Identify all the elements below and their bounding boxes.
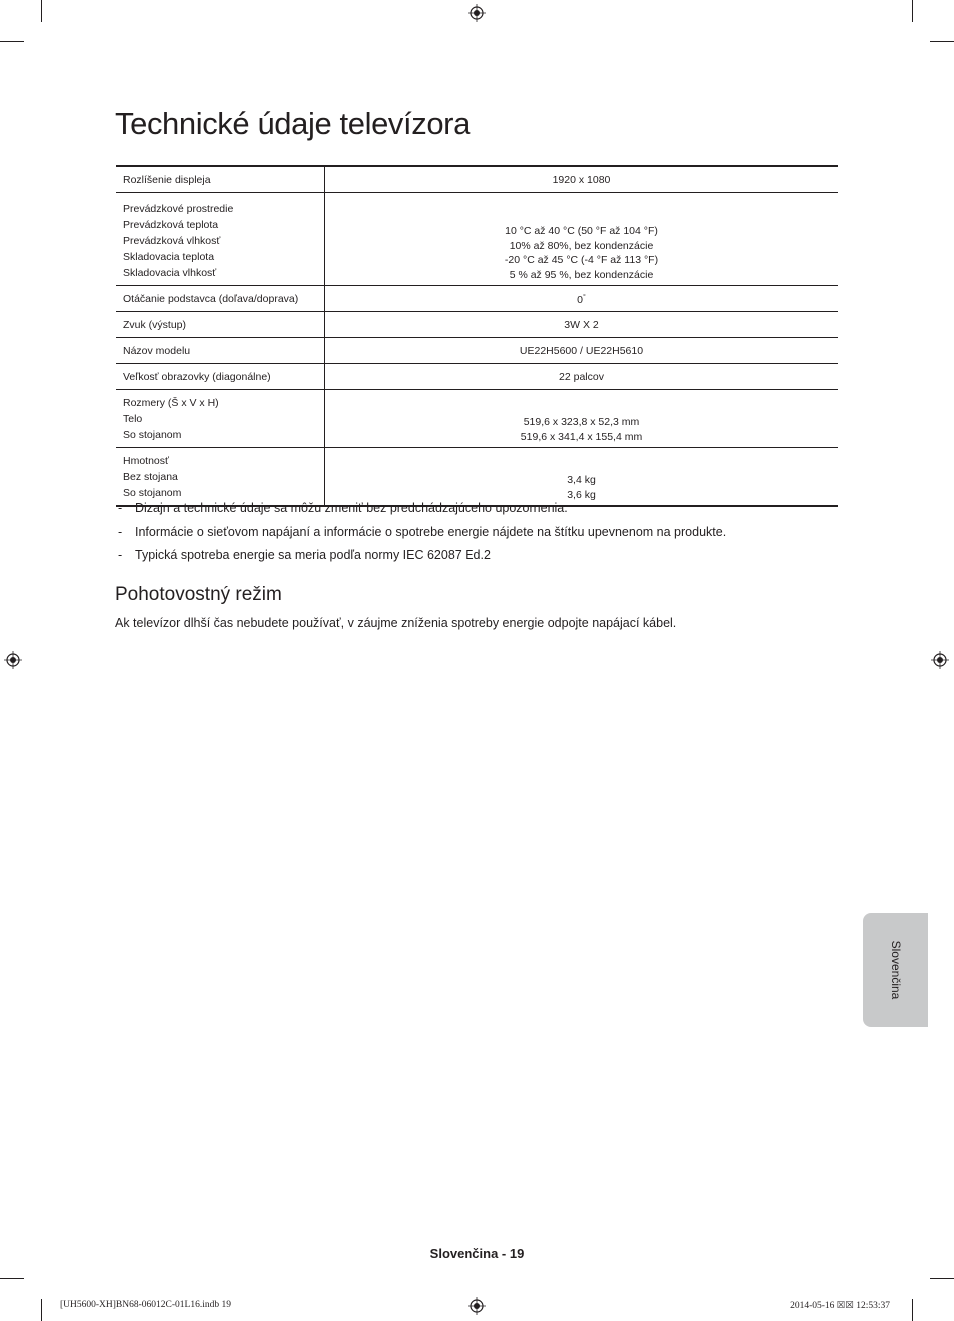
spec-value-line: UE22H5600 / UE22H5610 (519, 345, 644, 357)
language-tab-label: Slovenčina (888, 940, 903, 1000)
page-number: Slovenčina - 19 (429, 1246, 525, 1261)
page-title: Technické údaje televízora (115, 106, 470, 141)
spec-notes (116, 498, 726, 569)
crop-mark (912, 0, 913, 22)
spec-label-line: Rozlíšenie displeja (123, 174, 211, 186)
table-row (116, 286, 838, 312)
spec-value (325, 286, 839, 312)
spec-label-line: Otáčanie podstavca (doľava/doprava) (123, 293, 299, 305)
spec-label-line: Skladovacia teplota (123, 251, 215, 263)
spec-value (325, 390, 839, 448)
section-heading: Pohotovostný režim (115, 584, 282, 605)
spec-value-line (329, 290, 834, 308)
table-row (116, 193, 838, 286)
rotation-value: 0 (577, 294, 584, 306)
bullet-dash: - (118, 501, 123, 515)
note-text: Typická spotreba energie sa meria podľa normy IEC 62087 Ed.2 (135, 548, 491, 562)
spec-value-line: 3,6 kg (567, 488, 596, 501)
spec-label-line: Skladovacia vlhkosť (123, 267, 217, 279)
language-tab (863, 913, 928, 1027)
spec-value (325, 193, 839, 286)
spec-value (325, 364, 839, 390)
spec-label-line: Zvuk (výstup) (123, 319, 187, 331)
spec-value (325, 312, 839, 338)
spec-value (325, 338, 839, 364)
spec-value-line: 519,6 x 341,4 x 155,4 mm (520, 430, 643, 443)
spec-value-line: 3W X 2 (564, 319, 599, 331)
spec-label (116, 390, 325, 448)
spec-label-line: So stojanom (123, 487, 182, 499)
spec-label (116, 312, 325, 338)
spec-label-line: Rozmery (Š x V x H) (123, 397, 219, 409)
list-item (116, 545, 726, 569)
registration-mark-icon (4, 651, 22, 669)
section-body: Ak televízor dlhší čas nebudete používať, v záujme zníženia spotreby energie odpojte napájací kábel. (115, 616, 677, 630)
spec-label-line: Telo (123, 413, 143, 425)
crop-mark (930, 41, 954, 42)
spec-label (116, 364, 325, 390)
spec-label-line: Prevádzkové prostredie (123, 203, 234, 215)
spec-value-line: 10% až 80%, bez kondenzácie (509, 239, 654, 252)
spec-table (116, 165, 838, 507)
crop-mark (0, 1278, 24, 1279)
spec-value-line: 1920 x 1080 (552, 174, 611, 186)
spec-label-line: Hmotnosť (123, 455, 169, 467)
spec-label-line: So stojanom (123, 429, 182, 441)
registration-mark-icon (468, 1297, 486, 1315)
print-slug-left: [UH5600-XH]BN68-06012C-01L16.indb 19 (60, 1300, 231, 1310)
print-slug-right: 2014-05-16 ☒☒ 12:53:37 (790, 1301, 890, 1311)
spec-label-line: Prevádzková vlhkosť (123, 235, 221, 247)
table-row (116, 338, 838, 364)
note-text: Informácie o sieťovom napájaní a informácie o spotrebe energie nájdete na štítku upevnenom na produkte. (135, 524, 727, 539)
bullet-dash: - (118, 524, 123, 539)
spec-value-line: 3,4 kg (567, 474, 596, 486)
spec-value-line: 519,6 x 323,8 x 52,3 mm (523, 416, 640, 428)
spec-value-line: -20 °C až 45 °C (-4 °F až 113 °F) (504, 254, 659, 266)
spec-label-line: Prevádzková teplota (123, 219, 219, 231)
spec-label (116, 338, 325, 364)
crop-mark (0, 41, 24, 42)
bullet-dash: - (118, 548, 123, 562)
spec-label (116, 286, 325, 312)
spec-value-line: 5 % až 95 %, bez kondenzácie (509, 268, 654, 281)
table-row (116, 364, 838, 390)
list-item (116, 522, 726, 546)
spec-value-line: 10 °C až 40 °C (50 °F až 104 °F) (505, 225, 658, 237)
spec-label (116, 166, 325, 193)
spec-label-line: Bez stojana (123, 471, 178, 483)
degree-sign: ° (583, 294, 586, 301)
spec-label-line: Veľkosť obrazovky (diagonálne) (123, 371, 271, 383)
spec-label-line: Názov modelu (123, 345, 191, 357)
table-row (116, 166, 838, 193)
crop-mark (41, 0, 42, 22)
table-row (116, 390, 838, 448)
registration-mark-icon (931, 651, 949, 669)
registration-mark-icon (468, 4, 486, 22)
crop-mark (930, 1278, 954, 1279)
note-text: Dizajn a technické údaje sa môžu zmeniť bez predchádzajúceho upozornenia. (135, 501, 568, 515)
table-row (116, 312, 838, 338)
list-item (116, 498, 726, 522)
crop-mark (41, 1299, 42, 1321)
spec-value (325, 166, 839, 193)
spec-label (116, 193, 325, 286)
crop-mark (912, 1299, 913, 1321)
spec-value-line: 22 palcov (559, 371, 604, 383)
